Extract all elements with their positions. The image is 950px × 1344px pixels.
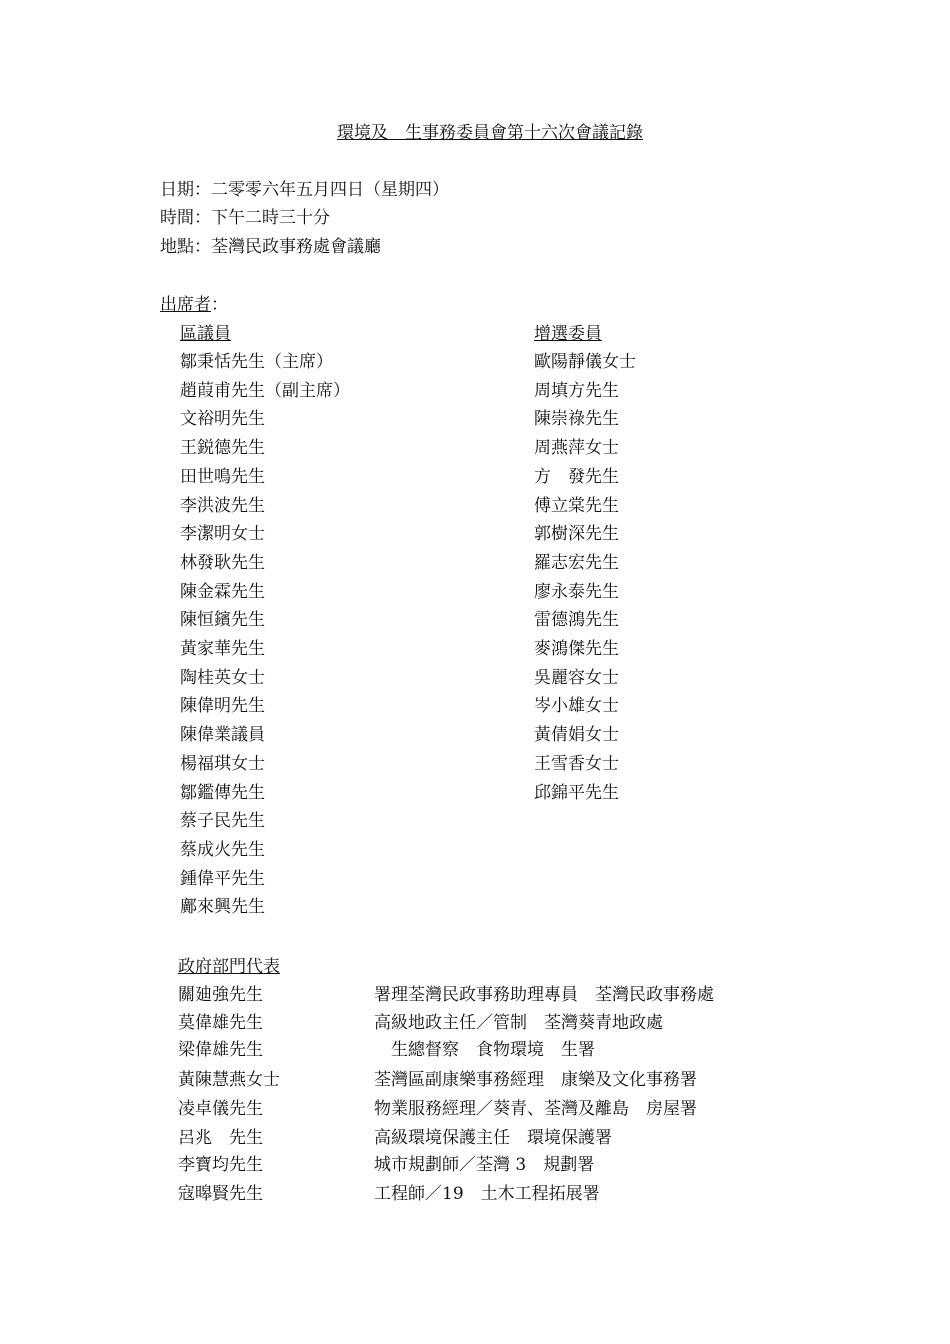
co-opted-member-name: 歐陽靜儀女士 — [534, 352, 636, 372]
co-opted-member-name: 方 發先生 — [534, 466, 619, 487]
councillor-name: 田世鳴先生 — [180, 466, 265, 487]
councillor-name: 陳偉明先生 — [180, 696, 265, 717]
co-opted-member-name: 黃倩娟女士 — [534, 725, 619, 746]
councillor-name: 陳恒鑌先生 — [180, 610, 265, 631]
councillor-name: 林發耿先生 — [180, 552, 265, 573]
co-opted-member-name: 周燕萍女士 — [534, 438, 619, 459]
representative-name: 李寶均先生 — [178, 1155, 263, 1175]
representative-role: 高級環境保護主任 環境保護署 — [374, 1128, 612, 1148]
representative-name: 黃陳慧燕女士 — [178, 1070, 280, 1090]
co-opted-member-name: 陳崇祿先生 — [534, 409, 619, 430]
co-opted-member-name: 廖永泰先生 — [534, 581, 619, 602]
councillor-name: 鍾偉平先生 — [180, 868, 265, 889]
meeting-date: 日期：二零零六年五月四日（星期四） — [160, 180, 449, 200]
co-opted-members-heading: 增選委員 — [534, 324, 602, 344]
councillor-name: 蔡子民先生 — [180, 811, 265, 832]
representative-role: 生總督察 食物環境 生署 — [374, 1040, 595, 1060]
attendees-colon: ： — [211, 295, 228, 315]
attendees-heading: 出席者 — [160, 295, 211, 315]
government-heading: 政府部門代表 — [178, 957, 280, 977]
co-opted-member-name: 岑小雄女士 — [534, 696, 619, 717]
councillor-name: 鄒鑑傳先生 — [180, 782, 265, 803]
representative-name: 莫偉雄先生 — [178, 1013, 263, 1033]
representative-name: 梁偉雄先生 — [178, 1040, 263, 1060]
co-opted-member-name: 邱錦平先生 — [534, 782, 619, 803]
councillor-name: 楊福琪女士 — [180, 753, 265, 774]
page-title: 環境及 生事務委員會第十六次會議記錄 — [337, 123, 643, 143]
representative-role: 工程師／19 土木工程拓展署 — [374, 1184, 600, 1204]
representative-role: 署理荃灣民政事務助理專員 荃灣民政事務處 — [374, 985, 714, 1005]
co-opted-member-name: 吳麗容女士 — [534, 667, 619, 688]
representative-name: 寇暤賢先生 — [178, 1184, 263, 1204]
co-opted-member-name: 周填方先生 — [534, 380, 619, 401]
representative-name: 關廸強先生 — [178, 985, 263, 1005]
co-opted-member-name: 麥鴻傑先生 — [534, 639, 619, 659]
co-opted-member-name: 傅立棠先生 — [534, 495, 619, 516]
councillor-name: 鄒秉恬先生（主席） — [180, 352, 333, 372]
district-councillors-heading: 區議員 — [180, 324, 231, 344]
councillor-name: 李洪波先生 — [180, 495, 265, 516]
co-opted-member-name: 羅志宏先生 — [534, 552, 619, 573]
co-opted-member-name: 郭樹深先生 — [534, 524, 619, 545]
co-opted-member-name: 雷德鴻先生 — [534, 610, 619, 631]
councillor-name: 黃家華先生 — [180, 639, 265, 659]
councillor-name: 鄺來興先生 — [180, 897, 265, 918]
representative-role: 物業服務經理／葵青、荃灣及離島 房屋署 — [374, 1099, 697, 1119]
representative-name: 呂兆 先生 — [178, 1128, 263, 1148]
councillor-name: 趙葭甫先生（副主席） — [180, 380, 350, 401]
councillor-name: 陶桂英女士 — [180, 667, 265, 688]
councillor-name: 蔡成火先生 — [180, 839, 265, 860]
councillor-name: 陳偉業議員 — [180, 725, 265, 746]
councillor-name: 王鋭德先生 — [180, 438, 265, 459]
meeting-time: 時間：下午二時三十分 — [160, 208, 330, 228]
councillor-name: 李潔明女士 — [180, 524, 265, 545]
representative-role: 城市規劃師／荃灣 3 規劃署 — [374, 1155, 595, 1175]
councillor-name: 文裕明先生 — [180, 409, 265, 430]
meeting-venue: 地點：荃灣民政事務處會議廳 — [160, 237, 381, 257]
attendees-label — [160, 295, 228, 315]
representative-name: 凌卓儀先生 — [178, 1099, 263, 1119]
co-opted-member-name: 王雪香女士 — [534, 753, 619, 774]
representative-role: 荃灣區副康樂事務經理 康樂及文化事務署 — [374, 1070, 697, 1090]
councillor-name: 陳金霖先生 — [180, 581, 265, 602]
representative-role: 高級地政主任／管制 荃灣葵青地政處 — [374, 1013, 663, 1033]
